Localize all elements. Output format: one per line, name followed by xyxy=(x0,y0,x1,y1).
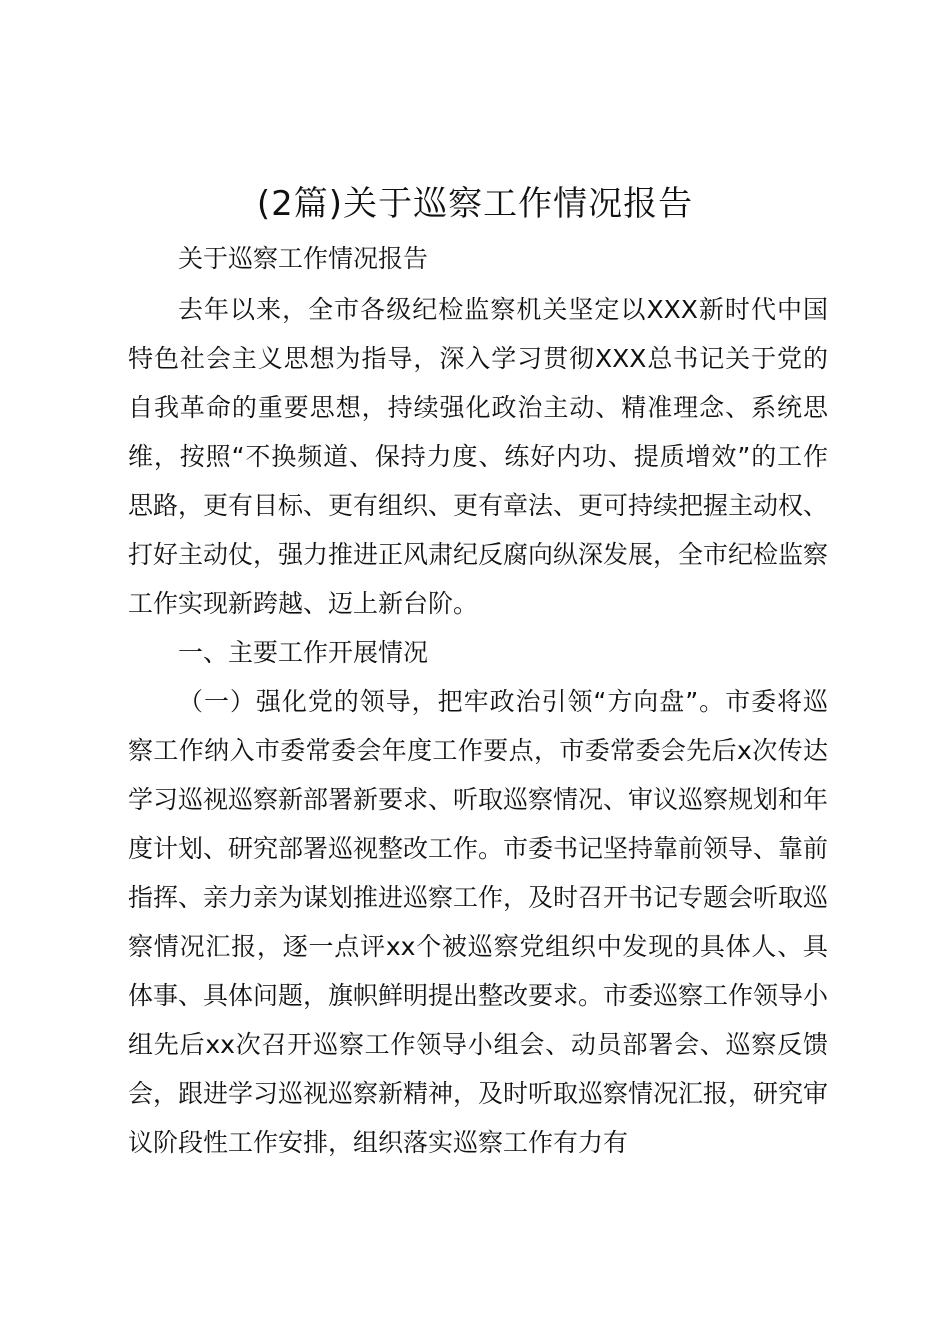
body-paragraph: 去年以来，全市各级纪检监察机关坚定以XXX新时代中国特色社会主义思想为指导，深入学习贯彻XXX总书记关于党的自我革命的重要思想，持续强化政治主动、精准理念、系统思维，按照“不换频道、保持力度、练好内功、提质增效”的工作思路，更有目标、更有组织、更有章法、更可持续把握主动权、打好主动仗，强力推进正风肃纪反腐向纵深发展，全市纪检监察工作实现新跨越、迈上新台阶。 xyxy=(128,295,829,618)
body-paragraph: （一）强化党的领导，把牢政治引领“方向盘”。市委将巡察工作纳入市委常委会年度工作要点，市委常委会先后x次传达学习巡视巡察新部署新要求、听取巡察情况、审议巡察规划和年度计划、研究部署巡视整改工作。市委书记坚持靠前领导、靠前指挥、亲力亲为谋划推进巡察工作，及时召开书记专题会听取巡察情况汇报，逐一点评xx个被巡察党组织中发现的具体人、具体事、具体问题，旗帜鲜明提出整改要求。市委巡察工作领导小组先后xx次召开巡察工作领导小组会、动员部署会、巡察反馈会，跟进学习巡视巡察新精神，及时听取巡察情况汇报，研究审议阶段性工作安排，组织落实巡察工作有力有 xyxy=(128,687,829,1157)
document-title: (2篇)关于巡察工作情况报告 xyxy=(256,184,694,224)
document-body xyxy=(128,234,828,1167)
section-heading: 一、主要工作开展情况 xyxy=(178,638,429,667)
document-subtitle: 关于巡察工作情况报告 xyxy=(178,244,429,273)
